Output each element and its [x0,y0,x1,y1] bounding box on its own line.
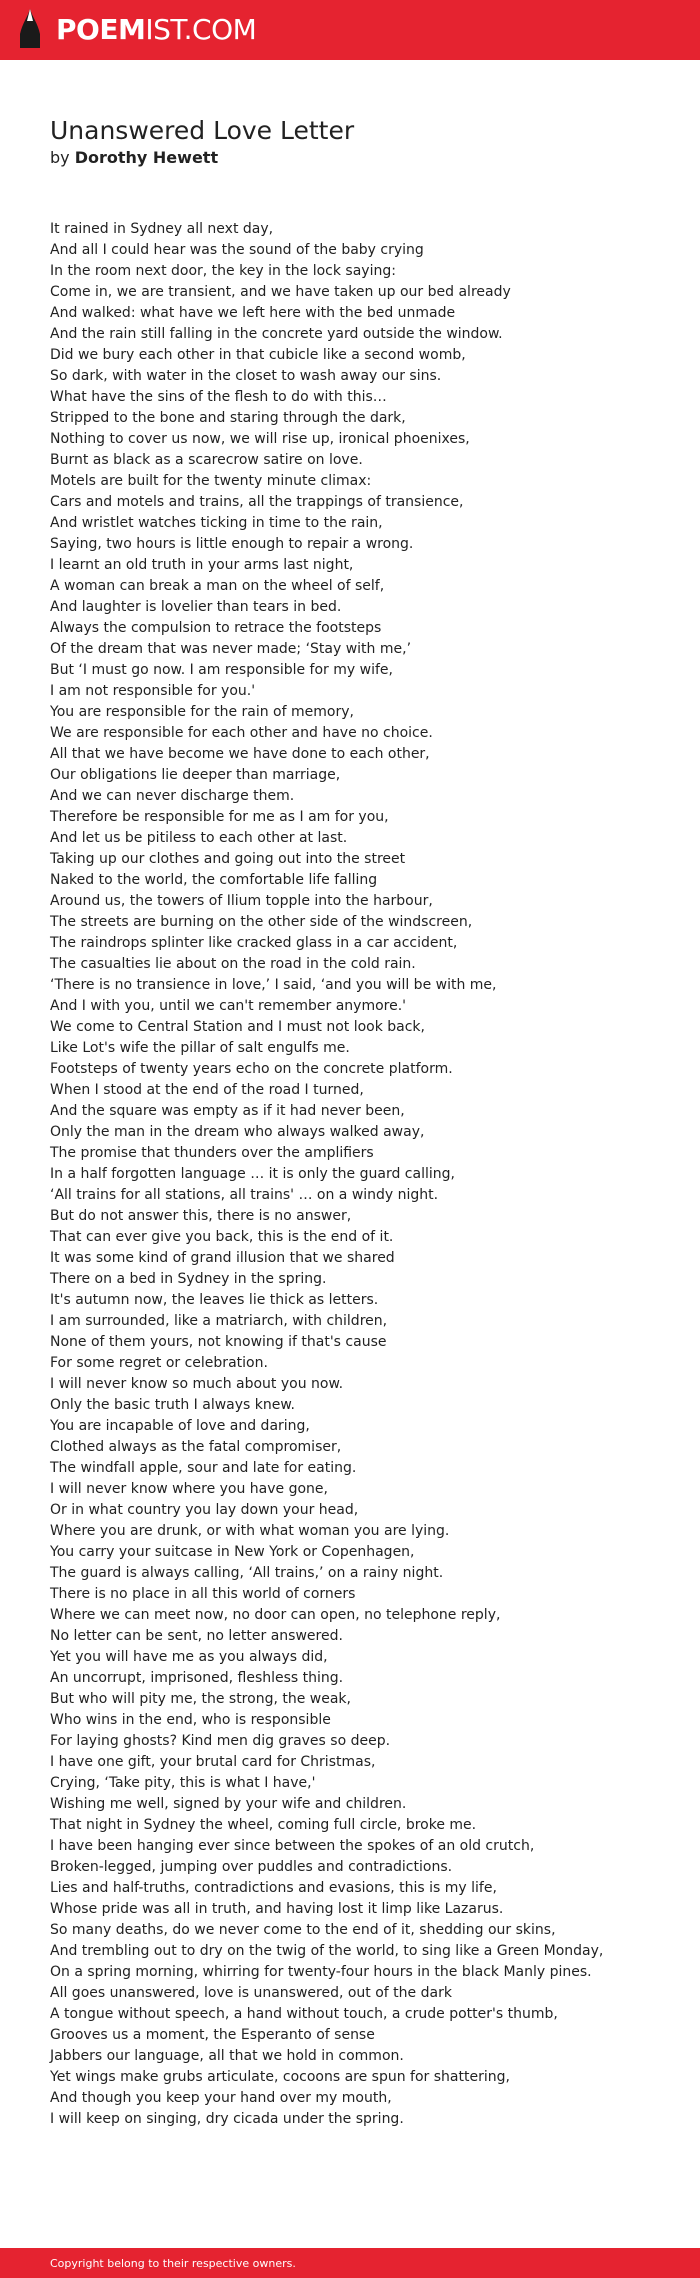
poem-line: Come in, we are transient, and we have taken up our bed already [50,284,511,300]
poem-line: There is no place in all this world of corners [50,1586,356,1602]
poem-line: I learnt an old truth in your arms last night, [50,557,354,573]
poem-line: On a spring morning, whirring for twenty-four hours in the black Manly pines. [50,1964,592,1980]
poem-line: And the square was empty as if it had never been, [50,1103,405,1119]
poem-line: Broken-legged, jumping over puddles and contradictions. [50,1859,453,1875]
poem-line: A woman can break a man on the wheel of self, [50,578,385,594]
poem-line: That can ever give you back, this is the end of it. [50,1229,394,1245]
by-label: by [50,148,70,167]
poem-line: So dark, with water in the closet to wash away our sins. [50,368,442,384]
logo-text-bold: POEM [56,13,146,46]
poem-line: And though you keep your hand over my mouth, [50,2090,392,2106]
site-footer [0,2248,700,2278]
poem-line: I will keep on singing, dry cicada under the spring. [50,2111,404,2127]
poem-line: Burnt as black as a scarecrow satire on love. [50,452,363,468]
poem-line: And all I could hear was the sound of the baby crying [50,242,424,258]
poem-line: ‘All trains for all stations, all trains' … on a windy night. [50,1187,439,1203]
poem-line: Saying, two hours is little enough to repair a wrong. [50,536,414,552]
poem-line: We come to Central Station and I must not look back, [50,1019,425,1035]
poem-line: The promise that thunders over the amplifiers [50,1145,374,1161]
poem-line: No letter can be sent, no letter answered. [50,1628,343,1644]
poem-line: Around us, the towers of Ilium topple into the harbour, [50,893,433,909]
poem-body [50,219,610,2130]
poem-line: And let us be pitiless to each other at last. [50,830,348,846]
byline [50,148,218,167]
poem-line: Of the dream that was never made; ‘Stay with me,’ [50,641,412,657]
poem-line: Clothed always as the fatal compromiser, [50,1439,342,1455]
site-logo[interactable] [18,8,256,52]
poem-line: You are responsible for the rain of memory, [50,704,354,720]
poem-line: The guard is always calling, ‘All trains,’ on a rainy night. [50,1565,444,1581]
poem-line: I have been hanging ever since between the spokes of an old crutch, [50,1838,535,1854]
poem-line: I am surrounded, like a matriarch, with children, [50,1313,388,1329]
poem-line: Lies and half-truths, contradictions and evasions, this is my life, [50,1880,497,1896]
poem-line: And laughter is lovelier than tears in bed. [50,599,342,615]
poem-line: And I with you, until we can't remember anymore.' [50,998,407,1014]
poem-line: When I stood at the end of the road I turned, [50,1082,364,1098]
poem-line: And trembling out to dry on the twig of the world, to sing like a Green Monday, [50,1943,604,1959]
poem-line: There on a bed in Sydney in the spring. [50,1271,327,1287]
poem-line: But do not answer this, there is no answer, [50,1208,352,1224]
poem-line: And the rain still falling in the concrete yard outside the window. [50,326,503,342]
poem-line: The windfall apple, sour and late for eating. [50,1460,357,1476]
poem-line: Where you are drunk, or with what woman you are lying. [50,1523,450,1539]
poem-line: I am not responsible for you.' [50,683,256,699]
poem-line: Nothing to cover us now, we will rise up, ironical phoenixes, [50,431,470,447]
poem-line: Naked to the world, the comfortable life falling [50,872,378,888]
poem-line: For some regret or celebration. [50,1355,268,1371]
poem-line: In a half forgotten language … it is only the guard calling, [50,1166,455,1182]
poem-line: Grooves us a moment, the Esperanto of sense [50,2027,375,2043]
poem-line: I will never know so much about you now. [50,1376,344,1392]
poem-line: What have the sins of the flesh to do with this… [50,389,387,405]
poem-line: But who will pity me, the strong, the weak, [50,1691,351,1707]
site-header [0,0,700,60]
poem-line: So many deaths, do we never come to the end of it, shedding our skins, [50,1922,556,1938]
poem-line: Did we bury each other in that cubicle like a second womb, [50,347,466,363]
poem-line: The raindrops splinter like cracked glass in a car accident, [50,935,458,951]
poem-line: It's autumn now, the leaves lie thick as letters. [50,1292,379,1308]
copyright-notice: Copyright belong to their respective owners. [50,2257,296,2270]
poem-line: Only the man in the dream who always walked away, [50,1124,425,1140]
poem-line: That night in Sydney the wheel, coming full circle, broke me. [50,1817,477,1833]
poem-line: It was some kind of grand illusion that we shared [50,1250,395,1266]
poem-line: Yet wings make grubs articulate, cocoons are spun for shattering, [50,2069,510,2085]
poem-line: Always the compulsion to retrace the footsteps [50,620,382,636]
poem-line: I have one gift, your brutal card for Christmas, [50,1754,376,1770]
poem-line: It rained in Sydney all next day, [50,221,274,237]
pen-nib-icon [18,8,42,52]
poem-line: Where we can meet now, no door can open, no telephone reply, [50,1607,501,1623]
poem-line: Crying, ‘Take pity, this is what I have,' [50,1775,316,1791]
poem-line: Jabbers our language, all that we hold in common. [50,2048,404,2064]
poem-line: Whose pride was all in truth, and having lost it limp like Lazarus. [50,1901,504,1917]
poem-line: Our obligations lie deeper than marriage, [50,767,341,783]
poem-line: You carry your suitcase in New York or Copenhagen, [50,1544,415,1560]
poem-line: Stripped to the bone and staring through the dark, [50,410,406,426]
poem-line: None of them yours, not knowing if that's cause [50,1334,387,1350]
poem-line: Cars and motels and trains, all the trappings of transience, [50,494,464,510]
poem-line: Taking up our clothes and going out into the street [50,851,406,867]
poem-line: An uncorrupt, imprisoned, fleshless thing. [50,1670,344,1686]
poem-line: We are responsible for each other and have no choice. [50,725,433,741]
poem-line: And we can never discharge them. [50,788,295,804]
poem-line: You are incapable of love and daring, [50,1418,310,1434]
poem-line: And walked: what have we left here with the bed unmade [50,305,456,321]
poem-line: The streets are burning on the other side of the windscreen, [50,914,473,930]
poem-line: Only the basic truth I always knew. [50,1397,295,1413]
poem-line: A tongue without speech, a hand without touch, a crude potter's thumb, [50,2006,558,2022]
poem-line: Like Lot's wife the pillar of salt engulfs me. [50,1040,350,1056]
poem-line: Yet you will have me as you always did, [50,1649,328,1665]
poem-line: ‘There is no transience in love,’ I said, ‘and you will be with me, [50,977,497,993]
poem-line: Who wins in the end, who is responsible [50,1712,331,1728]
poem-line: I will never know where you have gone, [50,1481,328,1497]
author-name[interactable]: Dorothy Hewett [74,148,219,167]
poem-line: Footsteps of twenty years echo on the concrete platform. [50,1061,453,1077]
poem-line: Therefore be responsible for me as I am for you, [50,809,389,825]
poem-title: Unanswered Love Letter [50,116,355,145]
poem-line: And wristlet watches ticking in time to the rain, [50,515,383,531]
poem-line: For laying ghosts? Kind men dig graves so deep. [50,1733,391,1749]
logo-text-rest: IST.COM [145,13,257,46]
poem-line: In the room next door, the key in the lock saying: [50,263,396,279]
logo-wordmark [56,13,257,46]
poem-line: The casualties lie about on the road in the cold rain. [50,956,416,972]
poem-line: All goes unanswered, love is unanswered, out of the dark [50,1985,452,2001]
poem-line: All that we have become we have done to each other, [50,746,430,762]
poem-line: But ‘I must go now. I am responsible for my wife, [50,662,393,678]
poem-line: Motels are built for the twenty minute climax: [50,473,372,489]
poem-line: Or in what country you lay down your head, [50,1502,359,1518]
poem-line: Wishing me well, signed by your wife and children. [50,1796,407,1812]
